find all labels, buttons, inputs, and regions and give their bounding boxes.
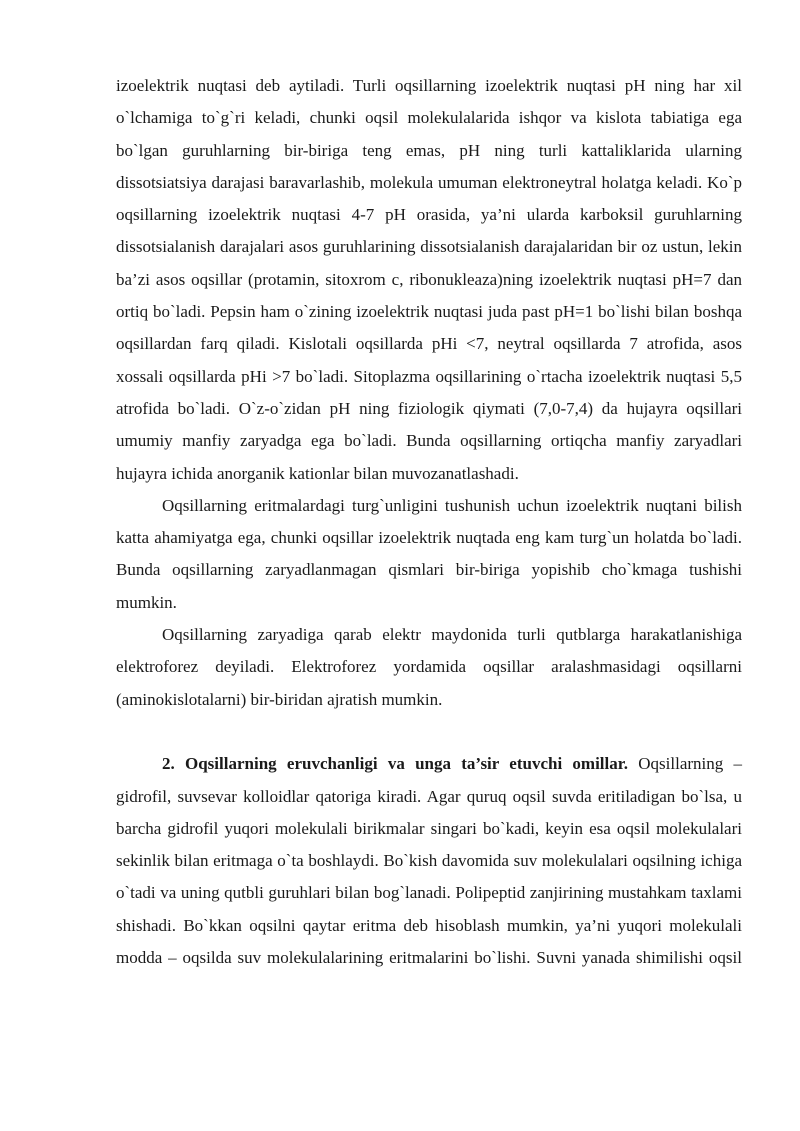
paragraph-solubility [116, 748, 742, 974]
paragraph-isoelectric-point: izoelektrik nuqtasi deb aytiladi. Turli oqsillarning izoelektrik nuqtasi pH ning har xil o`lchamiga to`g`ri keladi, chunki oqsil molekulalarida ishqor va kislota tabiatiga ega bo`lgan guruhlarning bir-biriga teng emas, pH ning turli kattaliklarida ularning dissotsiatsiya darajasi baravarlashib, molekula umuman elektroneytral holatga keladi. Ko`p oqsillarning izoelektrik nuqtasi 4-7 pH orasida, ya’ni ularda karboksil guruhlarning dissotsialanish darajalari asos guruhlarining dissotsialanish darajalaridan bir oz ustun, lekin ba’zi asos oqsillar (protamin, sitoxrom c, ribonukleaza)ning izoelektrik nuqtasi pH=7 dan ortiq bo`ladi. Pepsin ham o`zining izoelektrik nuqtasi juda past pH=1 bo`lishi bilan boshqa oqsillardan farq qiladi. Kislotali oqsillarda pHi <7, neytral oqsillarda 7 atrofida, asos xossali oqsillarda pHi >7 bo`ladi. Sitoplazma oqsillarining o`rtacha izoelektrik nuqtasi 5,5 atrofida bo`ladi. O`z-o`zidan pH ning fiziologik qiymati (7,0-7,4) da hujayra oqsillari umumiy manfiy zaryadga ega bo`ladi. Bunda oqsillarning ortiqcha manfiy zaryadlari hujayra ichida anorganik kationlar bilan muvozanatlashadi. [116, 76, 742, 483]
document-body [116, 70, 742, 974]
section-heading: 2. Oqsillarning eruvchanligi va unga ta’sir etuvchi omillar. [162, 754, 628, 774]
paragraph-solubility-text: Oqsillarning – gidrofil, suvsevar kolloidlar qatoriga kiradi. Agar quruq oqsil suvda eritiladigan bo`lsa, u barcha gidrofil yuqori molekulali birikmalar singari bo`kadi, keyin esa oqsil molekulalari sekinlik bilan eritmaga o`ta boshlaydi. Bo`kish davomida suv molekulalari oqsilning ichiga o`tadi va uning qutbli guruhlari bilan bog`lanadi. Polipeptid zanjirining mustahkam taxlami shishadi. Bo`kkan oqsilni qaytar eritma deb hisoblash mumkin, ya’ni yuqori molekulali modda – oqsilda suv molekulalarining eritmalarini bo`lishi. Suvni yanada shimilishi oqsil [116, 754, 743, 968]
paragraph-spacer [116, 716, 742, 748]
paragraph-stability: Oqsillarning eritmalardagi turg`unligini tushunish uchun izoelektrik nuqtani bilish katta ahamiyatga ega, chunki oqsillar izoelektrik nuqtada eng kam turg`un holatda bo`ladi. Bunda oqsillarning zaryadlanmagan qismlari bir-biriga yopishib cho`kmaga tushishi mumkin. [116, 495, 742, 612]
paragraph-electrophoresis: Oqsillarning zaryadiga qarab elektr maydonida turli qutblarga harakatlanishiga elektroforez deyiladi. Elektroforez yordamida oqsillar aralashmasidagi oqsillarni (aminokislotalarni) bir-biridan ajratish mumkin. [116, 625, 742, 709]
